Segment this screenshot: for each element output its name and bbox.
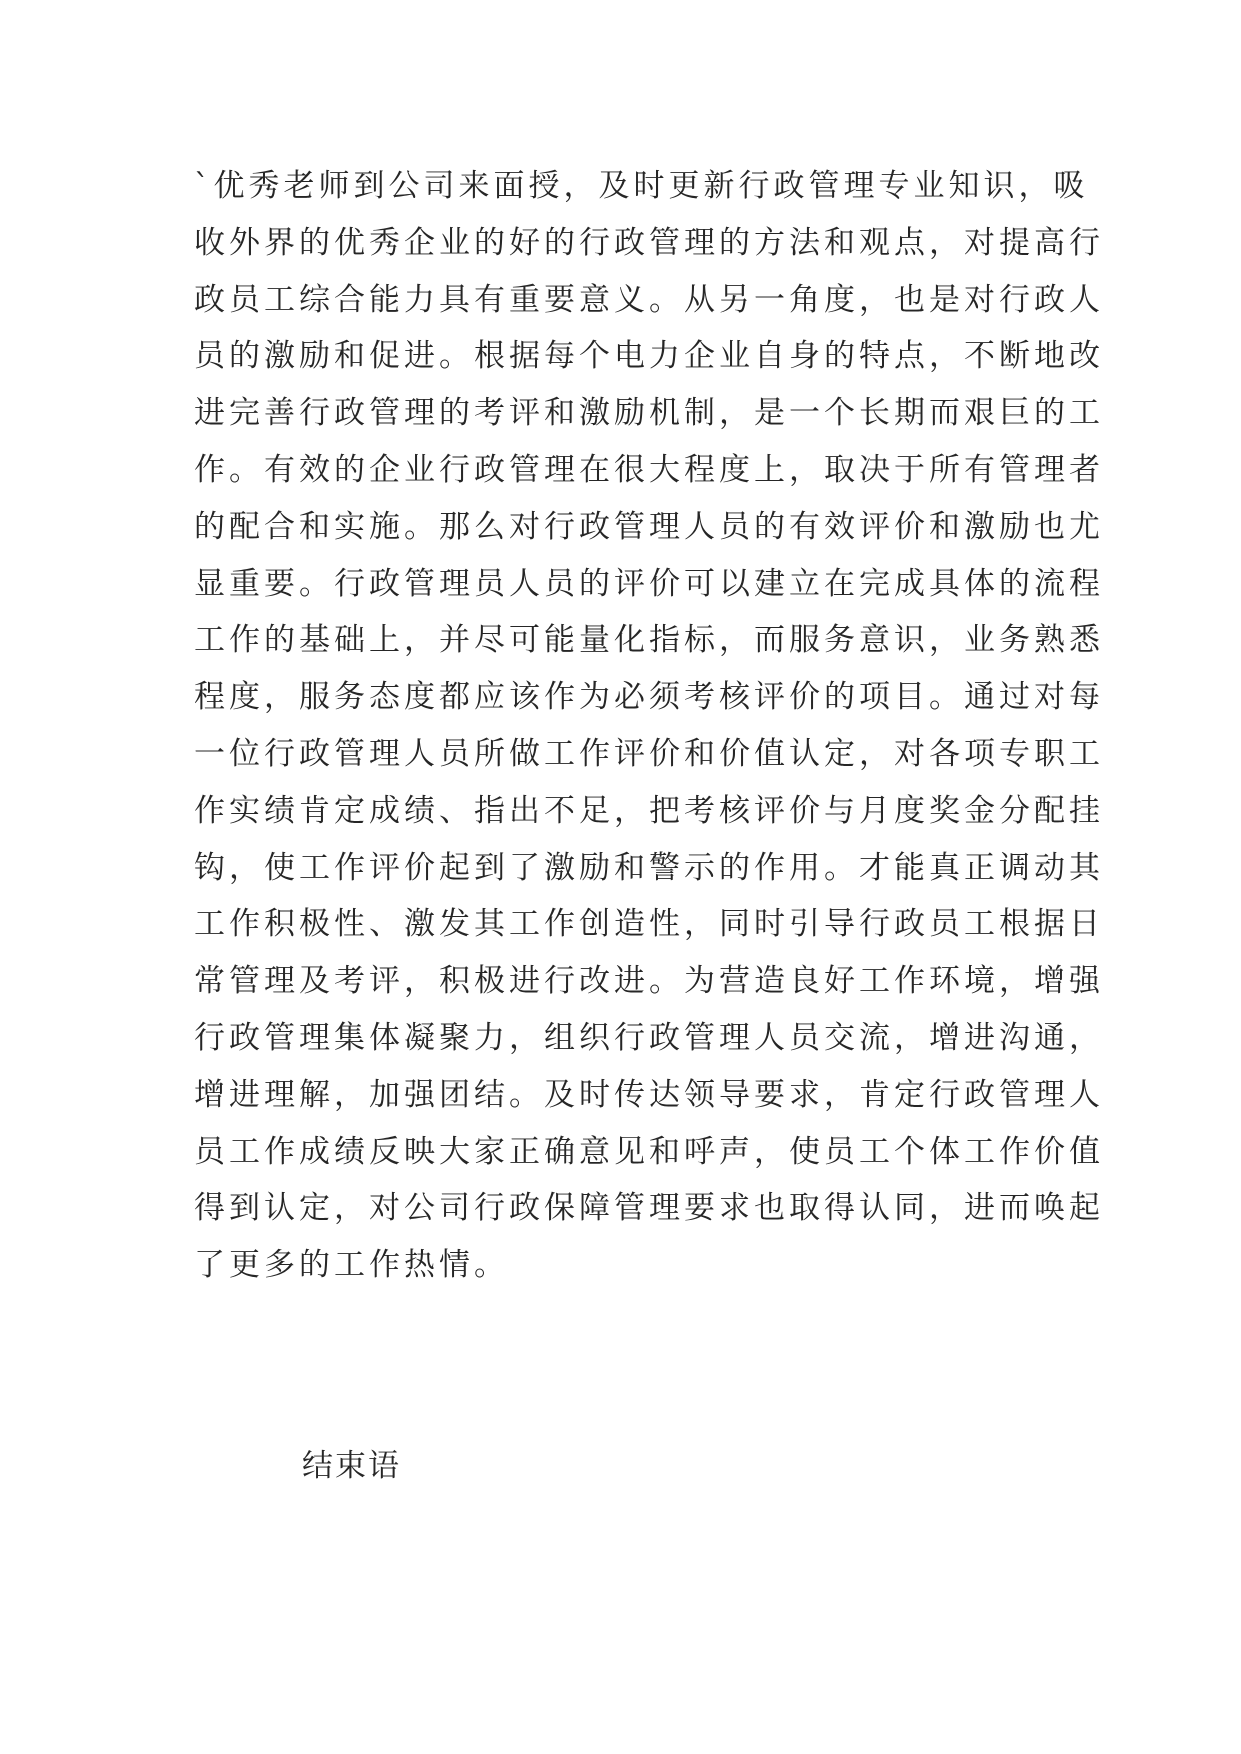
paragraph-line: 程度，服务态度都应该作为必须考核评价的项目。通过对每 [194,679,1104,716]
paragraph-line: 收外界的优秀企业的好的行政管理的方法和观点，对提高行 [194,224,1104,261]
paragraph-line: 作。有效的企业行政管理在很大程度上，取决于所有管理者 [194,451,1104,488]
paragraph-line: 增进理解，加强团结。及时传达领导要求，肯定行政管理人 [194,1076,1104,1113]
paragraph-line: 员的激励和促进。根据每个电力企业自身的特点，不断地改 [194,338,1104,375]
paragraph-line: 作实绩肯定成绩、指出不足，把考核评价与月度奖金分配挂 [194,792,1104,829]
paragraph-line: 进完善行政管理的考评和激励机制，是一个长期而艰巨的工 [194,395,1104,432]
closing-heading: 结束语 [302,1448,401,1484]
paragraph-line: 得到认定，对公司行政保障管理要求也取得认同，进而唤起 [194,1190,1104,1227]
paragraph-line: 常管理及考评，积极进行改进。为营造良好工作环境，增强 [194,963,1104,1000]
body-paragraph [194,158,1104,1294]
paragraph-line: 了更多的工作热情。 [194,1247,509,1284]
paragraph-line: 工作积极性、激发其工作创造性，同时引导行政员工根据日 [194,906,1104,943]
paragraph-line: 显重要。行政管理员人员的评价可以建立在完成具体的流程 [194,565,1104,602]
paragraph-line: 员工作成绩反映大家正确意见和呼声，使员工个体工作价值 [194,1133,1104,1170]
paragraph-line: `优秀老师到公司来面授，及时更新行政管理专业知识，吸 [194,168,1089,204]
paragraph-line: 钩，使工作评价起到了激励和警示的作用。才能真正调动其 [194,849,1104,886]
paragraph-line: 的配合和实施。那么对行政管理人员的有效评价和激励也尤 [194,508,1104,545]
paragraph-line: 工作的基础上，并尽可能量化指标，而服务意识，业务熟悉 [194,622,1104,659]
paragraph-line: 一位行政管理人员所做工作评价和价值认定，对各项专职工 [194,735,1104,772]
paragraph-line: 政员工综合能力具有重要意义。从另一角度，也是对行政人 [194,281,1104,318]
paragraph-line: 行政管理集体凝聚力，组织行政管理人员交流，增进沟通， [194,1019,1104,1056]
